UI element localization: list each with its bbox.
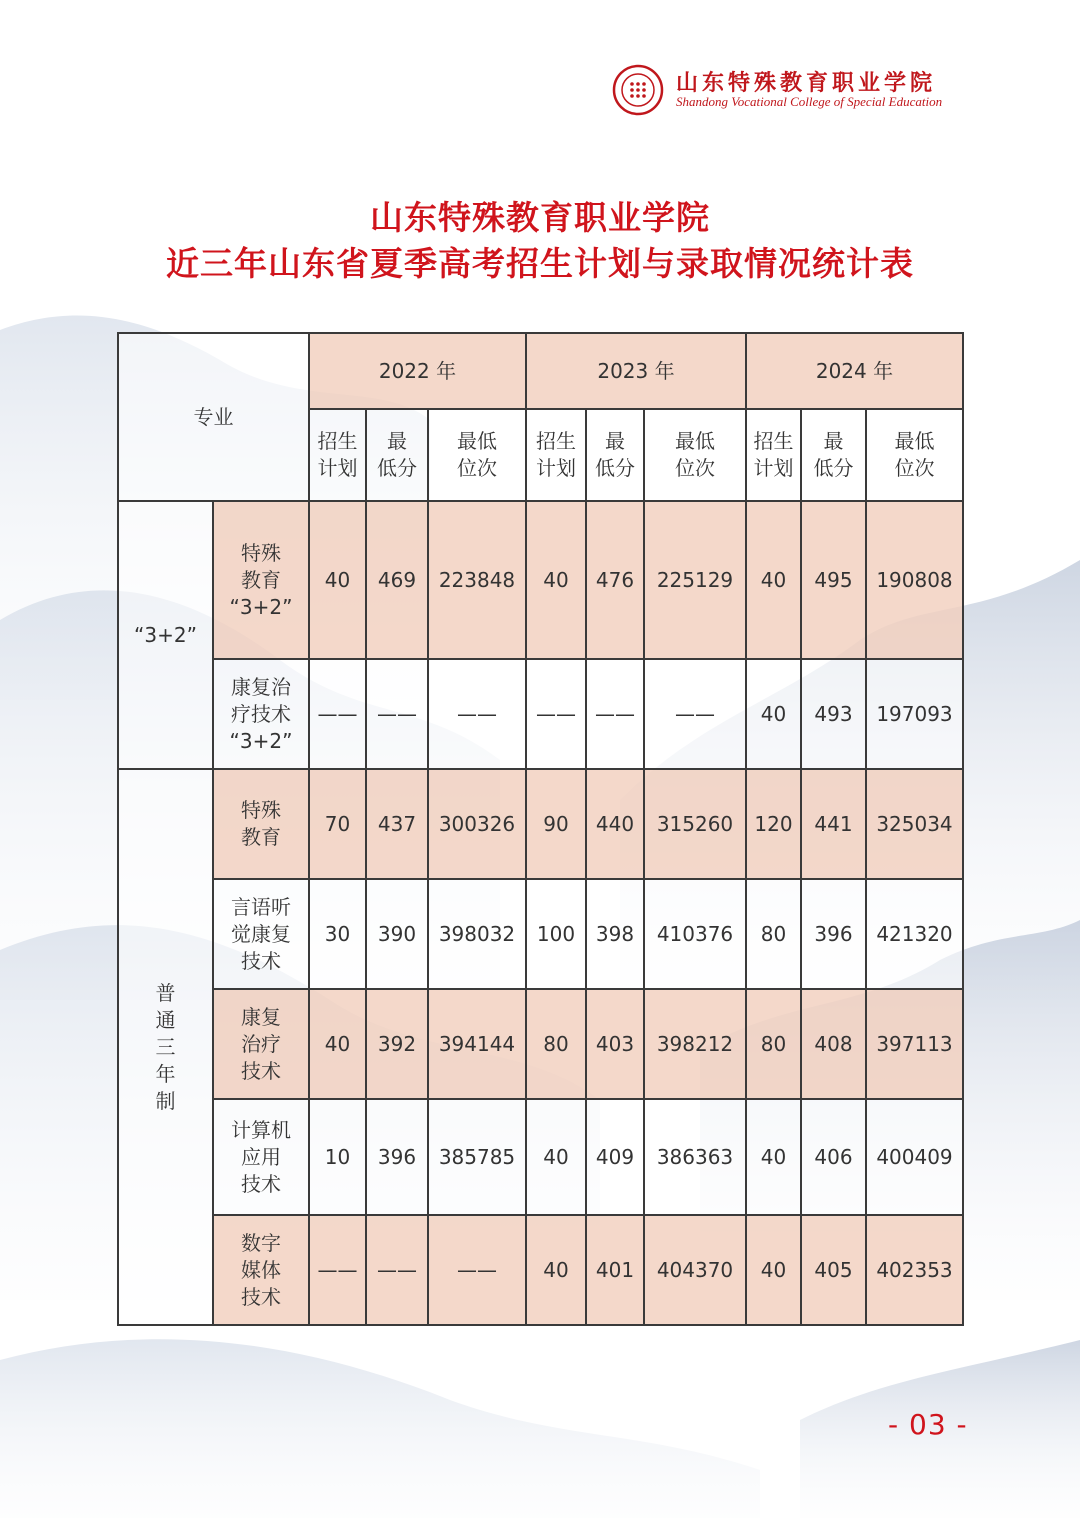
year-header: 2022 年 — [309, 333, 526, 409]
table-cell: 40 — [309, 501, 366, 659]
column-subheader: 最低 位次 — [644, 409, 746, 501]
table-row — [118, 879, 963, 989]
column-subheader: 最 低分 — [586, 409, 644, 501]
table-cell: 404370 — [644, 1215, 746, 1325]
table-cell: 396 — [366, 1099, 428, 1215]
table-cell: 197093 — [866, 659, 963, 769]
major-name: 言语听 觉康复 技术 — [213, 879, 309, 989]
table-cell: 40 — [746, 501, 801, 659]
column-subheader: 最低 位次 — [866, 409, 963, 501]
group-label: 普 通 三 年 制 — [118, 769, 213, 1325]
table-cell: —— — [366, 1215, 428, 1325]
major-name: 康复 治疗 技术 — [213, 989, 309, 1099]
group-label: “3+2” — [118, 501, 213, 769]
table-cell: —— — [586, 659, 644, 769]
table-cell: 493 — [801, 659, 866, 769]
table-cell: —— — [428, 659, 526, 769]
college-seal-icon — [612, 64, 664, 116]
table-row — [118, 989, 963, 1099]
table-cell: 398 — [586, 879, 644, 989]
logo-english-name: Shandong Vocational College of Special Education — [676, 94, 943, 109]
table-cell: 398212 — [644, 989, 746, 1099]
table-cell: 394144 — [428, 989, 526, 1099]
column-subheader: 最低 位次 — [428, 409, 526, 501]
table-cell: 385785 — [428, 1099, 526, 1215]
table-cell: 40 — [746, 659, 801, 769]
table-cell: 70 — [309, 769, 366, 879]
table-cell: —— — [366, 659, 428, 769]
table-cell: 437 — [366, 769, 428, 879]
page-title-line2: 近三年山东省夏季高考招生计划与录取情况统计表 — [166, 244, 914, 283]
table-cell: 80 — [526, 989, 586, 1099]
table-cell: 495 — [801, 501, 866, 659]
table-cell: 400409 — [866, 1099, 963, 1215]
table-cell: 190808 — [866, 501, 963, 659]
table-cell: —— — [644, 659, 746, 769]
table-cell: 40 — [526, 1215, 586, 1325]
table-cell: 410376 — [644, 879, 746, 989]
table-cell: 421320 — [866, 879, 963, 989]
table-row — [118, 659, 963, 769]
table-cell: 405 — [801, 1215, 866, 1325]
major-name: 特殊 教育 — [213, 769, 309, 879]
table-cell: 300326 — [428, 769, 526, 879]
table-cell: —— — [309, 659, 366, 769]
table-cell: 386363 — [644, 1099, 746, 1215]
table-cell: 390 — [366, 879, 428, 989]
page-number: - 03 - — [888, 1408, 968, 1441]
table-cell: 440 — [586, 769, 644, 879]
table-cell: 401 — [586, 1215, 644, 1325]
table-cell: 100 — [526, 879, 586, 989]
table-cell: —— — [526, 659, 586, 769]
year-header: 2023 年 — [526, 333, 746, 409]
table-cell: 40 — [746, 1215, 801, 1325]
major-header: 专业 — [118, 333, 309, 501]
table-cell: 397113 — [866, 989, 963, 1099]
table-cell: 40 — [526, 501, 586, 659]
table-cell: 469 — [366, 501, 428, 659]
table-cell: 408 — [801, 989, 866, 1099]
page-title-line1: 山东特殊教育职业学院 — [370, 198, 710, 237]
column-subheader: 招生 计划 — [309, 409, 366, 501]
column-subheader: 最 低分 — [366, 409, 428, 501]
college-logo — [612, 64, 972, 120]
table-cell: 476 — [586, 501, 644, 659]
table-row — [118, 769, 963, 879]
table-cell: —— — [309, 1215, 366, 1325]
table-cell: 406 — [801, 1099, 866, 1215]
table-cell: —— — [428, 1215, 526, 1325]
table-cell: 40 — [746, 1099, 801, 1215]
major-name: 计算机 应用 技术 — [213, 1099, 309, 1215]
column-subheader: 最 低分 — [801, 409, 866, 501]
year-header: 2024 年 — [746, 333, 963, 409]
table-cell: 396 — [801, 879, 866, 989]
table-cell: 398032 — [428, 879, 526, 989]
table-cell: 80 — [746, 879, 801, 989]
table-cell: 441 — [801, 769, 866, 879]
logo-chinese-name: 山东特殊教育职业学院 — [676, 70, 937, 96]
table-cell: 80 — [746, 989, 801, 1099]
table-cell: 403 — [586, 989, 644, 1099]
table-cell: 10 — [309, 1099, 366, 1215]
table-row — [118, 1215, 963, 1325]
table-cell: 120 — [746, 769, 801, 879]
major-name: 特殊 教育 “3+2” — [213, 501, 309, 659]
major-name: 康复治 疗技术 “3+2” — [213, 659, 309, 769]
table-cell: 225129 — [644, 501, 746, 659]
column-subheader: 招生 计划 — [526, 409, 586, 501]
table-cell: 223848 — [428, 501, 526, 659]
table-row — [118, 1099, 963, 1215]
admission-statistics-table — [117, 332, 964, 1326]
table-cell: 409 — [586, 1099, 644, 1215]
major-name: 数字 媒体 技术 — [213, 1215, 309, 1325]
table-cell: 90 — [526, 769, 586, 879]
table-cell: 40 — [309, 989, 366, 1099]
column-subheader: 招生 计划 — [746, 409, 801, 501]
table-cell: 402353 — [866, 1215, 963, 1325]
table-cell: 315260 — [644, 769, 746, 879]
table-cell: 30 — [309, 879, 366, 989]
table-row — [118, 501, 963, 659]
table-cell: 325034 — [866, 769, 963, 879]
table-cell: 392 — [366, 989, 428, 1099]
table-cell: 40 — [526, 1099, 586, 1215]
